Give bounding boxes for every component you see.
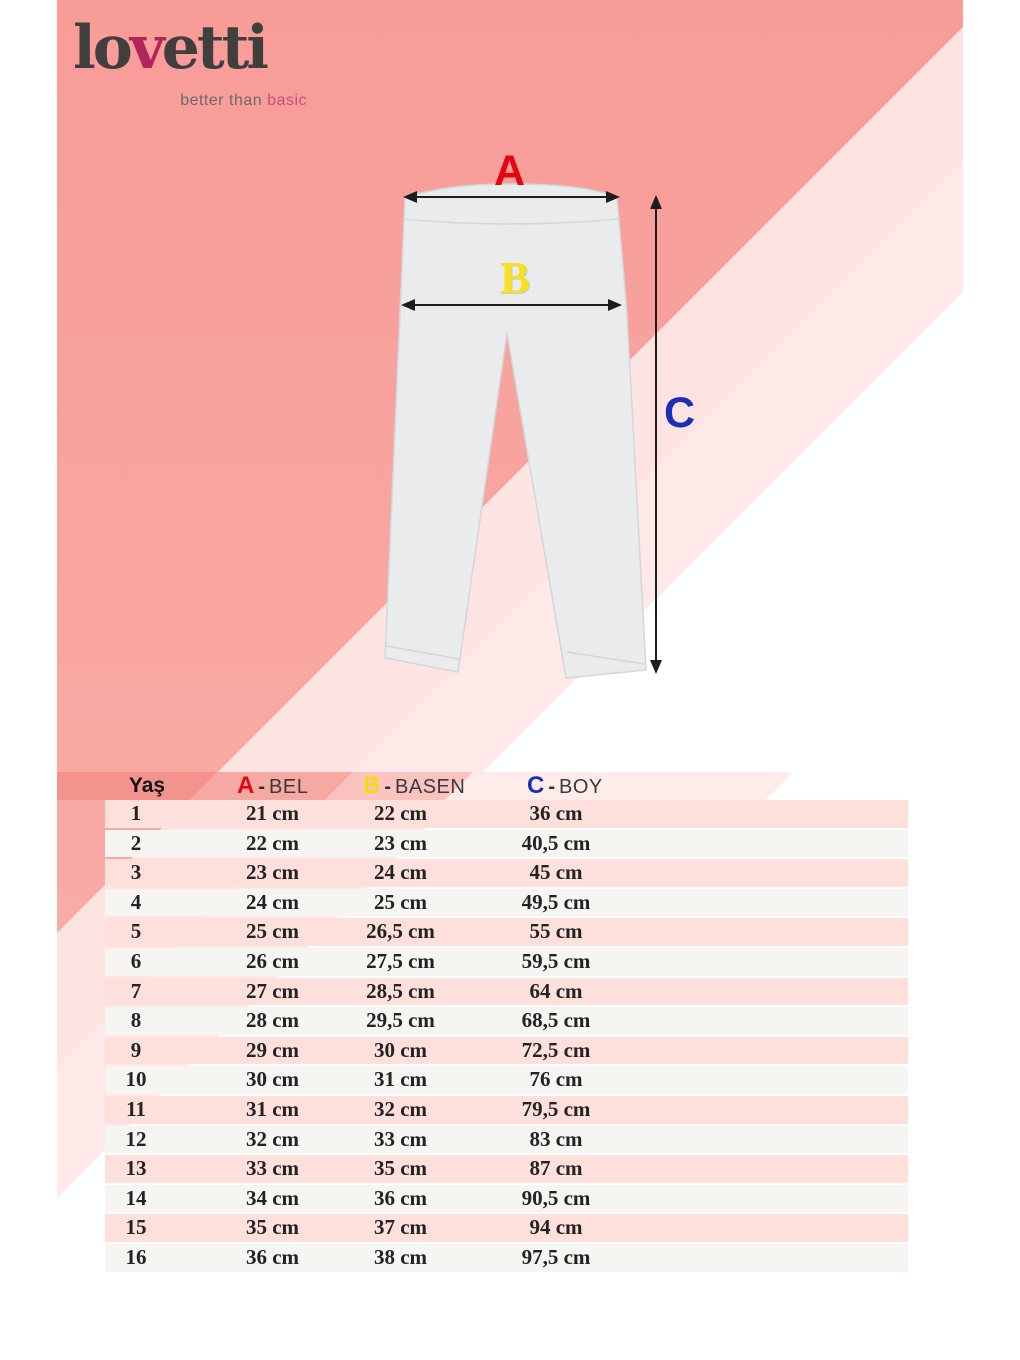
header-separator: - xyxy=(384,776,392,798)
cell-hip: 25 cm xyxy=(373,889,428,914)
cell-length: 45 cm xyxy=(529,860,583,885)
cell-waist: 34 cm xyxy=(245,1185,300,1210)
cell-waist: 21 cm xyxy=(245,801,300,825)
logo-accent-letter: v xyxy=(129,13,162,83)
cell-waist: 29 cm xyxy=(245,1037,300,1062)
table-row xyxy=(105,1037,908,1065)
table-row xyxy=(105,978,908,1006)
cell-age: 14 xyxy=(125,1185,147,1210)
table-row xyxy=(105,1214,908,1242)
table-row xyxy=(105,1096,908,1124)
cell-length: 68,5 cm xyxy=(521,1008,591,1033)
header-hip xyxy=(363,771,465,800)
cell-length: 76 cm xyxy=(529,1067,583,1092)
header-b-letter: B xyxy=(363,772,381,799)
cell-hip: 23 cm xyxy=(373,830,428,855)
brand-logo xyxy=(73,13,267,83)
cell-length: 64 cm xyxy=(529,978,583,1003)
cell-hip: 37 cm xyxy=(373,1215,428,1240)
cell-age: 6 xyxy=(130,948,142,973)
cell-age: 16 xyxy=(125,1244,147,1269)
cell-waist: 35 cm xyxy=(245,1215,300,1240)
cell-hip: 36 cm xyxy=(373,1185,428,1210)
size-table-header xyxy=(57,771,817,800)
header-waist xyxy=(237,771,308,800)
cell-hip: 32 cm xyxy=(373,1096,428,1121)
header-a-word: BEL xyxy=(269,776,309,798)
table-row xyxy=(105,948,908,976)
cell-hip: 26,5 cm xyxy=(366,919,435,944)
cell-waist: 28 cm xyxy=(245,1008,300,1033)
cell-length: 72,5 cm xyxy=(521,1037,591,1062)
table-row xyxy=(105,1066,908,1094)
tagline-text: better than xyxy=(180,92,268,109)
cell-length: 40,5 cm xyxy=(521,830,591,855)
cell-hip: 35 cm xyxy=(373,1156,428,1181)
cell-waist: 31 cm xyxy=(245,1096,300,1121)
cell-age: 15 xyxy=(125,1215,147,1240)
cell-age: 3 xyxy=(130,860,142,885)
cell-hip: 28,5 cm xyxy=(366,978,435,1003)
cell-age: 4 xyxy=(130,889,142,914)
brand-tagline xyxy=(73,92,307,110)
cell-waist: 26 cm xyxy=(245,948,300,973)
cell-age: 11 xyxy=(126,1096,146,1121)
cell-hip: 27,5 cm xyxy=(366,948,435,973)
cell-hip: 31 cm xyxy=(373,1067,428,1092)
cell-waist: 33 cm xyxy=(245,1156,300,1181)
header-b-word: BASEN xyxy=(395,776,466,798)
measure-c-label: C xyxy=(664,389,696,437)
cell-length: 97,5 cm xyxy=(521,1244,591,1269)
cell-hip: 22 cm xyxy=(373,801,428,825)
table-row xyxy=(105,1007,908,1035)
table-row xyxy=(105,1155,908,1183)
table-row xyxy=(105,800,908,828)
cell-hip: 29,5 cm xyxy=(366,1008,435,1033)
cell-waist: 36 cm xyxy=(245,1244,300,1269)
logo-prefix: lo xyxy=(73,13,130,83)
table-row xyxy=(105,1244,908,1272)
cell-length: 94 cm xyxy=(529,1215,583,1240)
cell-age: 7 xyxy=(130,978,142,1003)
cell-waist: 24 cm xyxy=(245,889,300,914)
measure-a-label: A xyxy=(494,147,526,195)
cell-hip: 33 cm xyxy=(373,1126,428,1151)
cell-age: 5 xyxy=(130,919,142,944)
header-separator: - xyxy=(258,776,266,798)
cell-age: 10 xyxy=(125,1067,147,1092)
cell-waist: 25 cm xyxy=(245,919,300,944)
header-c-word: BOY xyxy=(559,776,603,798)
cell-length: 49,5 cm xyxy=(521,889,591,914)
cell-length: 55 cm xyxy=(529,919,583,944)
logo-suffix: etti xyxy=(161,13,267,83)
cell-waist: 32 cm xyxy=(245,1126,300,1151)
cell-length: 87 cm xyxy=(529,1156,583,1181)
table-row xyxy=(105,1126,908,1154)
cell-hip: 38 cm xyxy=(373,1244,428,1269)
cell-length: 36 cm xyxy=(529,801,583,825)
cell-age: 8 xyxy=(130,1008,142,1033)
table-row xyxy=(105,830,908,858)
cell-age: 2 xyxy=(130,830,142,855)
cell-hip: 24 cm xyxy=(373,860,428,885)
cell-length: 90,5 cm xyxy=(521,1185,591,1210)
cell-waist: 23 cm xyxy=(245,860,300,885)
cell-length: 83 cm xyxy=(529,1126,583,1151)
measure-b-label: B xyxy=(500,253,531,303)
cell-length: 59,5 cm xyxy=(521,948,591,973)
table-row xyxy=(105,889,908,917)
header-separator: - xyxy=(548,776,556,798)
cell-hip: 30 cm xyxy=(373,1037,428,1062)
cell-length: 79,5 cm xyxy=(521,1096,591,1121)
cell-age: 1 xyxy=(130,801,142,825)
cell-waist: 27 cm xyxy=(245,978,300,1003)
table-row xyxy=(105,1185,908,1213)
tagline-accent: basic xyxy=(267,92,307,109)
measure-c-arrow xyxy=(650,195,662,674)
size-table-body xyxy=(105,800,908,1274)
header-a-letter: A xyxy=(237,772,255,799)
cell-waist: 30 cm xyxy=(245,1067,300,1092)
header-c-letter: C xyxy=(527,772,545,799)
cell-waist: 22 cm xyxy=(245,830,300,855)
header-age: Yaş xyxy=(128,774,166,797)
cell-age: 12 xyxy=(125,1126,147,1151)
table-row xyxy=(105,918,908,946)
table-row xyxy=(105,859,908,887)
header-length xyxy=(527,771,603,800)
cell-age: 13 xyxy=(125,1156,147,1181)
cell-age: 9 xyxy=(130,1037,142,1062)
